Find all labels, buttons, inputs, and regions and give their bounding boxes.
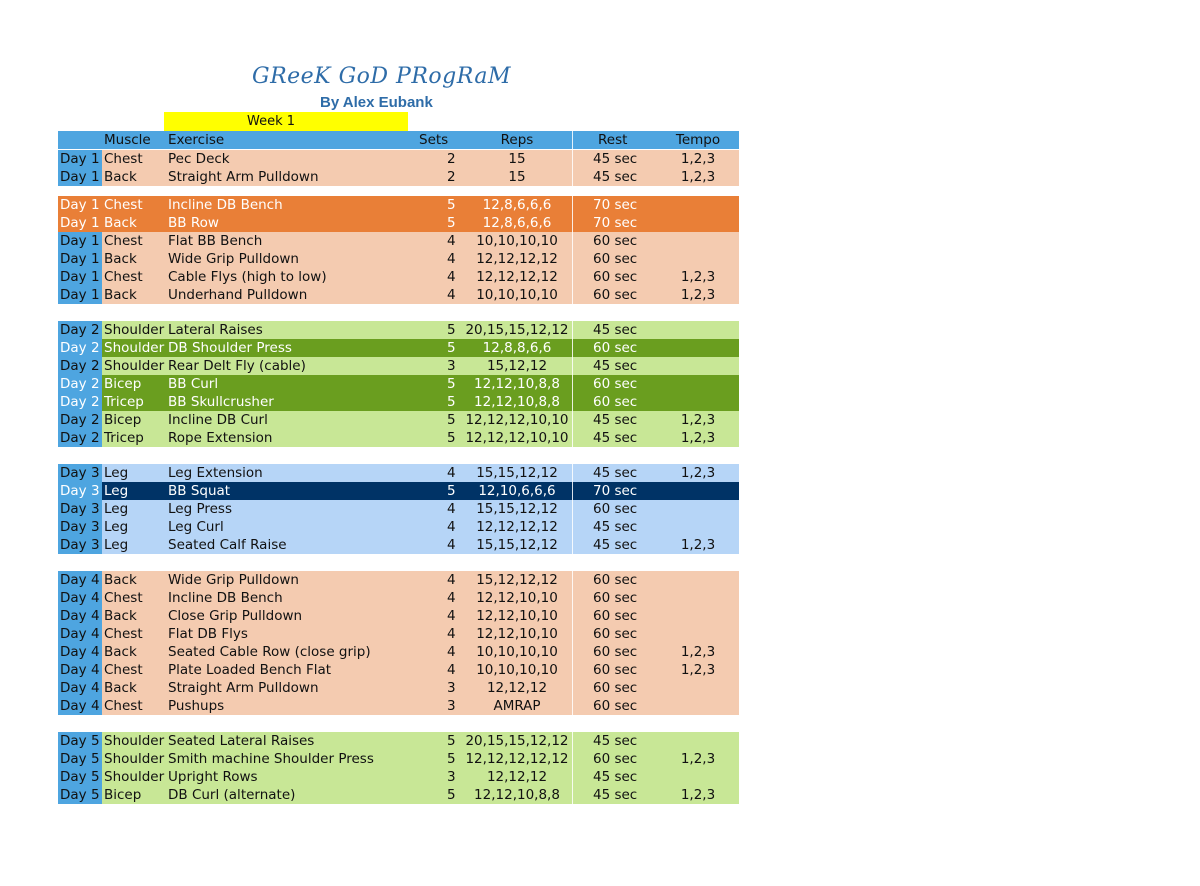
- reps-cell: 15,15,12,12: [476, 537, 558, 553]
- day-cell: Day 4: [60, 680, 100, 696]
- sets-cell: 5: [447, 322, 456, 338]
- muscle-cell: Back: [104, 644, 137, 660]
- sets-cell: 5: [447, 430, 456, 446]
- reps-cell: 12,12,12: [486, 680, 548, 696]
- reps-cell: 12,8,6,6,6: [482, 197, 552, 213]
- exercise-cell: Straight Arm Pulldown: [168, 680, 319, 696]
- program-title: GReeK GoD PRogRaM: [252, 64, 511, 89]
- day-cell: Day 4: [60, 662, 100, 678]
- exercise-cell: BB Row: [168, 215, 219, 231]
- muscle-cell: Leg: [104, 537, 129, 553]
- sets-cell: 2: [447, 169, 456, 185]
- muscle-cell: Chest: [104, 269, 143, 285]
- muscle-cell: Leg: [104, 501, 129, 517]
- exercise-cell: Wide Grip Pulldown: [168, 572, 299, 588]
- exercise-cell: Upright Rows: [168, 769, 258, 785]
- exercise-cell: Leg Extension: [168, 465, 263, 481]
- reps-cell: 12,8,8,6,6: [482, 340, 552, 356]
- reps-cell: 15,12,12,12: [476, 572, 558, 588]
- table-row: [58, 786, 739, 804]
- table-row: [58, 232, 739, 250]
- column-divider: [572, 482, 573, 500]
- reps-cell: 15,15,12,12: [476, 465, 558, 481]
- day-cell: Day 5: [60, 733, 100, 749]
- exercise-cell: Incline DB Curl: [168, 412, 268, 428]
- rest-cell: 60 sec: [593, 287, 638, 303]
- header-reps: Reps: [500, 132, 534, 148]
- column-divider: [572, 697, 573, 715]
- sets-cell: 4: [447, 572, 456, 588]
- table-row: [58, 214, 739, 232]
- sets-cell: 5: [447, 483, 456, 499]
- day-cell: Day 3: [60, 483, 100, 499]
- reps-cell: 20,15,15,12,12: [465, 733, 569, 749]
- muscle-cell: Shoulder: [104, 769, 165, 785]
- reps-cell: 12,12,12,10,10: [465, 430, 569, 446]
- reps-cell: AMRAP: [493, 698, 541, 714]
- exercise-cell: DB Curl (alternate): [168, 787, 296, 803]
- reps-cell: 12,12,12,10,10: [465, 412, 569, 428]
- rest-cell: 60 sec: [593, 376, 638, 392]
- muscle-cell: Leg: [104, 519, 129, 535]
- reps-cell: 12,12,12,12: [476, 251, 558, 267]
- muscle-cell: Tricep: [104, 430, 144, 446]
- rest-cell: 70 sec: [593, 197, 638, 213]
- exercise-cell: Wide Grip Pulldown: [168, 251, 299, 267]
- exercise-cell: Underhand Pulldown: [168, 287, 308, 303]
- day-cell: Day 2: [60, 412, 100, 428]
- column-divider: [572, 411, 573, 429]
- tempo-cell: 1,2,3: [680, 430, 716, 446]
- column-divider: [572, 518, 573, 536]
- day-cell: Day 5: [60, 769, 100, 785]
- table-row: [58, 321, 739, 339]
- column-divider: [572, 536, 573, 554]
- exercise-cell: Cable Flys (high to low): [168, 269, 327, 285]
- table-row: [58, 339, 739, 357]
- table-row: [58, 429, 739, 447]
- muscle-cell: Shoulder: [104, 733, 165, 749]
- column-divider: [572, 393, 573, 411]
- reps-cell: 12,12,12,12: [476, 269, 558, 285]
- column-divider: [572, 589, 573, 607]
- exercise-cell: Incline DB Bench: [168, 590, 283, 606]
- table-row: [58, 625, 739, 643]
- table-row: [58, 661, 739, 679]
- rest-cell: 60 sec: [593, 572, 638, 588]
- day-cell: Day 1: [60, 287, 100, 303]
- rest-cell: 60 sec: [593, 501, 638, 517]
- sets-cell: 3: [447, 769, 456, 785]
- muscle-cell: Back: [104, 287, 137, 303]
- day-cell: Day 2: [60, 376, 100, 392]
- sets-cell: 3: [447, 358, 456, 374]
- table-row: [58, 375, 739, 393]
- muscle-cell: Chest: [104, 151, 143, 167]
- week-label-cell: [164, 112, 408, 131]
- day-cell: Day 4: [60, 698, 100, 714]
- day-cell: Day 1: [60, 215, 100, 231]
- exercise-cell: Plate Loaded Bench Flat: [168, 662, 332, 678]
- table-row: [58, 286, 739, 304]
- sets-cell: 4: [447, 662, 456, 678]
- rest-cell: 70 sec: [593, 215, 638, 231]
- table-row: [58, 518, 739, 536]
- reps-cell: 15: [508, 151, 526, 167]
- exercise-cell: Incline DB Bench: [168, 197, 283, 213]
- tempo-cell: 1,2,3: [680, 412, 716, 428]
- day-cell: Day 2: [60, 430, 100, 446]
- table-row: [58, 482, 739, 500]
- column-divider: [572, 268, 573, 286]
- muscle-cell: Back: [104, 572, 137, 588]
- muscle-cell: Tricep: [104, 394, 144, 410]
- exercise-cell: Rear Delt Fly (cable): [168, 358, 306, 374]
- column-divider: [572, 429, 573, 447]
- muscle-cell: Chest: [104, 233, 143, 249]
- exercise-cell: Pec Deck: [168, 151, 230, 167]
- table-row: [58, 150, 739, 168]
- sets-cell: 5: [447, 376, 456, 392]
- sets-cell: 4: [447, 537, 456, 553]
- day-cell: Day 3: [60, 537, 100, 553]
- week-label: Week 1: [246, 114, 296, 129]
- table-row: [58, 393, 739, 411]
- header-rest: Rest: [598, 132, 628, 148]
- day-cell: Day 4: [60, 644, 100, 660]
- rest-cell: 60 sec: [593, 644, 638, 660]
- exercise-cell: DB Shoulder Press: [168, 340, 292, 356]
- reps-cell: 12,12,10,10: [476, 626, 558, 642]
- table-row: [58, 357, 739, 375]
- reps-cell: 12,12,12: [486, 769, 548, 785]
- day-cell: Day 4: [60, 608, 100, 624]
- muscle-cell: Leg: [104, 483, 129, 499]
- reps-cell: 12,10,6,6,6: [478, 483, 556, 499]
- rest-cell: 60 sec: [593, 662, 638, 678]
- reps-cell: 12,12,12,12,12: [465, 751, 569, 767]
- header-muscle: Muscle: [104, 132, 151, 148]
- table-row: [58, 607, 739, 625]
- table-row: [58, 679, 739, 697]
- muscle-cell: Chest: [104, 698, 143, 714]
- reps-cell: 12,12,10,8,8: [474, 394, 560, 410]
- sets-cell: 3: [447, 680, 456, 696]
- column-divider: [572, 571, 573, 589]
- day-cell: Day 1: [60, 269, 100, 285]
- day-cell: Day 1: [60, 151, 100, 167]
- sets-cell: 5: [447, 394, 456, 410]
- day-cell: Day 2: [60, 358, 100, 374]
- column-divider: [572, 375, 573, 393]
- muscle-cell: Chest: [104, 662, 143, 678]
- column-divider: [572, 661, 573, 679]
- rest-cell: 45 sec: [593, 769, 638, 785]
- table-row: [58, 464, 739, 482]
- sets-cell: 4: [447, 269, 456, 285]
- table-row: [58, 168, 739, 186]
- reps-cell: 10,10,10,10: [476, 644, 558, 660]
- tempo-cell: 1,2,3: [680, 269, 716, 285]
- muscle-cell: Back: [104, 680, 137, 696]
- reps-cell: 12,12,10,10: [476, 608, 558, 624]
- table-row: [58, 196, 739, 214]
- exercise-cell: BB Curl: [168, 376, 219, 392]
- exercise-cell: Leg Press: [168, 501, 232, 517]
- column-divider: [572, 196, 573, 214]
- header-exercise: Exercise: [168, 132, 225, 148]
- rest-cell: 60 sec: [593, 680, 638, 696]
- exercise-cell: Leg Curl: [168, 519, 224, 535]
- column-divider: [572, 232, 573, 250]
- reps-cell: 12,12,12,12: [476, 519, 558, 535]
- muscle-cell: Chest: [104, 197, 143, 213]
- tempo-cell: 1,2,3: [680, 662, 716, 678]
- column-divider: [572, 131, 573, 149]
- tempo-cell: 1,2,3: [680, 787, 716, 803]
- header-tempo: Tempo: [675, 132, 721, 148]
- reps-cell: 12,12,10,10: [476, 590, 558, 606]
- sets-cell: 4: [447, 251, 456, 267]
- table-row: [58, 250, 739, 268]
- rest-cell: 45 sec: [593, 322, 638, 338]
- muscle-cell: Chest: [104, 590, 143, 606]
- reps-cell: 10,10,10,10: [476, 662, 558, 678]
- rest-cell: 45 sec: [593, 430, 638, 446]
- reps-cell: 12,12,10,8,8: [474, 787, 560, 803]
- tempo-cell: 1,2,3: [680, 151, 716, 167]
- column-divider: [572, 625, 573, 643]
- rest-cell: 45 sec: [593, 537, 638, 553]
- muscle-cell: Back: [104, 215, 137, 231]
- table-row: [58, 750, 739, 768]
- header-sets: Sets: [419, 132, 449, 148]
- exercise-cell: Seated Cable Row (close grip): [168, 644, 371, 660]
- sets-cell: 5: [447, 215, 456, 231]
- reps-cell: 20,15,15,12,12: [465, 322, 569, 338]
- tempo-cell: 1,2,3: [680, 537, 716, 553]
- rest-cell: 60 sec: [593, 608, 638, 624]
- table-row: [58, 768, 739, 786]
- column-divider: [572, 339, 573, 357]
- exercise-cell: Flat BB Bench: [168, 233, 263, 249]
- exercise-cell: Seated Calf Raise: [168, 537, 287, 553]
- sets-cell: 4: [447, 590, 456, 606]
- rest-cell: 60 sec: [593, 269, 638, 285]
- sets-cell: 4: [447, 644, 456, 660]
- rest-cell: 60 sec: [593, 233, 638, 249]
- reps-cell: 15,15,12,12: [476, 501, 558, 517]
- day-cell: Day 1: [60, 251, 100, 267]
- rest-cell: 45 sec: [593, 465, 638, 481]
- exercise-cell: Pushups: [168, 698, 225, 714]
- table-header-row: [58, 131, 739, 149]
- column-divider: [572, 286, 573, 304]
- tempo-cell: 1,2,3: [680, 465, 716, 481]
- column-divider: [572, 679, 573, 697]
- muscle-cell: Shoulder: [104, 751, 165, 767]
- tempo-cell: 1,2,3: [680, 751, 716, 767]
- rest-cell: 60 sec: [593, 590, 638, 606]
- column-divider: [572, 500, 573, 518]
- column-divider: [572, 768, 573, 786]
- tempo-cell: 1,2,3: [680, 169, 716, 185]
- muscle-cell: Bicep: [104, 412, 142, 428]
- day-cell: Day 1: [60, 233, 100, 249]
- rest-cell: 60 sec: [593, 698, 638, 714]
- day-cell: Day 3: [60, 465, 100, 481]
- column-divider: [572, 732, 573, 750]
- sets-cell: 5: [447, 412, 456, 428]
- sets-cell: 5: [447, 787, 456, 803]
- column-divider: [572, 321, 573, 339]
- table-row: [58, 589, 739, 607]
- rest-cell: 70 sec: [593, 483, 638, 499]
- sets-cell: 4: [447, 465, 456, 481]
- sets-cell: 4: [447, 608, 456, 624]
- exercise-cell: Smith machine Shoulder Press: [168, 751, 374, 767]
- sets-cell: 5: [447, 751, 456, 767]
- table-row: [58, 571, 739, 589]
- exercise-cell: Rope Extension: [168, 430, 273, 446]
- column-divider: [572, 750, 573, 768]
- sets-cell: 4: [447, 287, 456, 303]
- column-divider: [572, 607, 573, 625]
- day-cell: Day 4: [60, 572, 100, 588]
- sets-cell: 4: [447, 233, 456, 249]
- table-row: [58, 268, 739, 286]
- column-divider: [572, 786, 573, 804]
- day-cell: Day 3: [60, 519, 100, 535]
- rest-cell: 60 sec: [593, 626, 638, 642]
- day-cell: Day 5: [60, 751, 100, 767]
- day-cell: Day 1: [60, 169, 100, 185]
- muscle-cell: Shoulder: [104, 322, 165, 338]
- muscle-cell: Back: [104, 251, 137, 267]
- muscle-cell: Bicep: [104, 376, 142, 392]
- muscle-cell: Shoulder: [104, 340, 165, 356]
- reps-cell: 10,10,10,10: [476, 233, 558, 249]
- exercise-cell: Close Grip Pulldown: [168, 608, 303, 624]
- rest-cell: 45 sec: [593, 358, 638, 374]
- rest-cell: 60 sec: [593, 340, 638, 356]
- exercise-cell: Seated Lateral Raises: [168, 733, 315, 749]
- day-cell: Day 1: [60, 197, 100, 213]
- rest-cell: 45 sec: [593, 151, 638, 167]
- day-cell: Day 3: [60, 501, 100, 517]
- reps-cell: 12,8,6,6,6: [482, 215, 552, 231]
- exercise-cell: Flat DB Flys: [168, 626, 248, 642]
- rest-cell: 45 sec: [593, 412, 638, 428]
- muscle-cell: Back: [104, 169, 137, 185]
- muscle-cell: Back: [104, 608, 137, 624]
- column-divider: [572, 150, 573, 168]
- muscle-cell: Chest: [104, 626, 143, 642]
- day-cell: Day 2: [60, 394, 100, 410]
- day-cell: Day 2: [60, 322, 100, 338]
- day-cell: Day 5: [60, 787, 100, 803]
- tempo-cell: 1,2,3: [680, 644, 716, 660]
- sets-cell: 2: [447, 151, 456, 167]
- program-author: By Alex Eubank: [320, 94, 433, 111]
- sets-cell: 4: [447, 519, 456, 535]
- reps-cell: 15: [508, 169, 526, 185]
- day-cell: Day 4: [60, 626, 100, 642]
- rest-cell: 60 sec: [593, 751, 638, 767]
- sets-cell: 4: [447, 501, 456, 517]
- column-divider: [572, 168, 573, 186]
- rest-cell: 60 sec: [593, 251, 638, 267]
- column-divider: [572, 214, 573, 232]
- column-divider: [572, 250, 573, 268]
- rest-cell: 45 sec: [593, 519, 638, 535]
- sets-cell: 4: [447, 626, 456, 642]
- rest-cell: 60 sec: [593, 394, 638, 410]
- column-divider: [572, 464, 573, 482]
- muscle-cell: Bicep: [104, 787, 142, 803]
- sets-cell: 5: [447, 733, 456, 749]
- sets-cell: 5: [447, 197, 456, 213]
- table-row: [58, 536, 739, 554]
- table-row: [58, 500, 739, 518]
- table-row: [58, 732, 739, 750]
- sets-cell: 3: [447, 698, 456, 714]
- day-cell: Day 2: [60, 340, 100, 356]
- reps-cell: 12,12,10,8,8: [474, 376, 560, 392]
- table-row: [58, 643, 739, 661]
- sets-cell: 5: [447, 340, 456, 356]
- muscle-cell: Shoulder: [104, 358, 165, 374]
- exercise-cell: BB Squat: [168, 483, 231, 499]
- column-divider: [572, 643, 573, 661]
- reps-cell: 15,12,12: [486, 358, 548, 374]
- tempo-cell: 1,2,3: [680, 287, 716, 303]
- exercise-cell: BB Skullcrusher: [168, 394, 274, 410]
- rest-cell: 45 sec: [593, 787, 638, 803]
- table-row: [58, 411, 739, 429]
- rest-cell: 45 sec: [593, 733, 638, 749]
- column-divider: [572, 357, 573, 375]
- exercise-cell: Lateral Raises: [168, 322, 263, 338]
- reps-cell: 10,10,10,10: [476, 287, 558, 303]
- rest-cell: 45 sec: [593, 169, 638, 185]
- table-row: [58, 697, 739, 715]
- day-cell: Day 4: [60, 590, 100, 606]
- muscle-cell: Leg: [104, 465, 129, 481]
- exercise-cell: Straight Arm Pulldown: [168, 169, 319, 185]
